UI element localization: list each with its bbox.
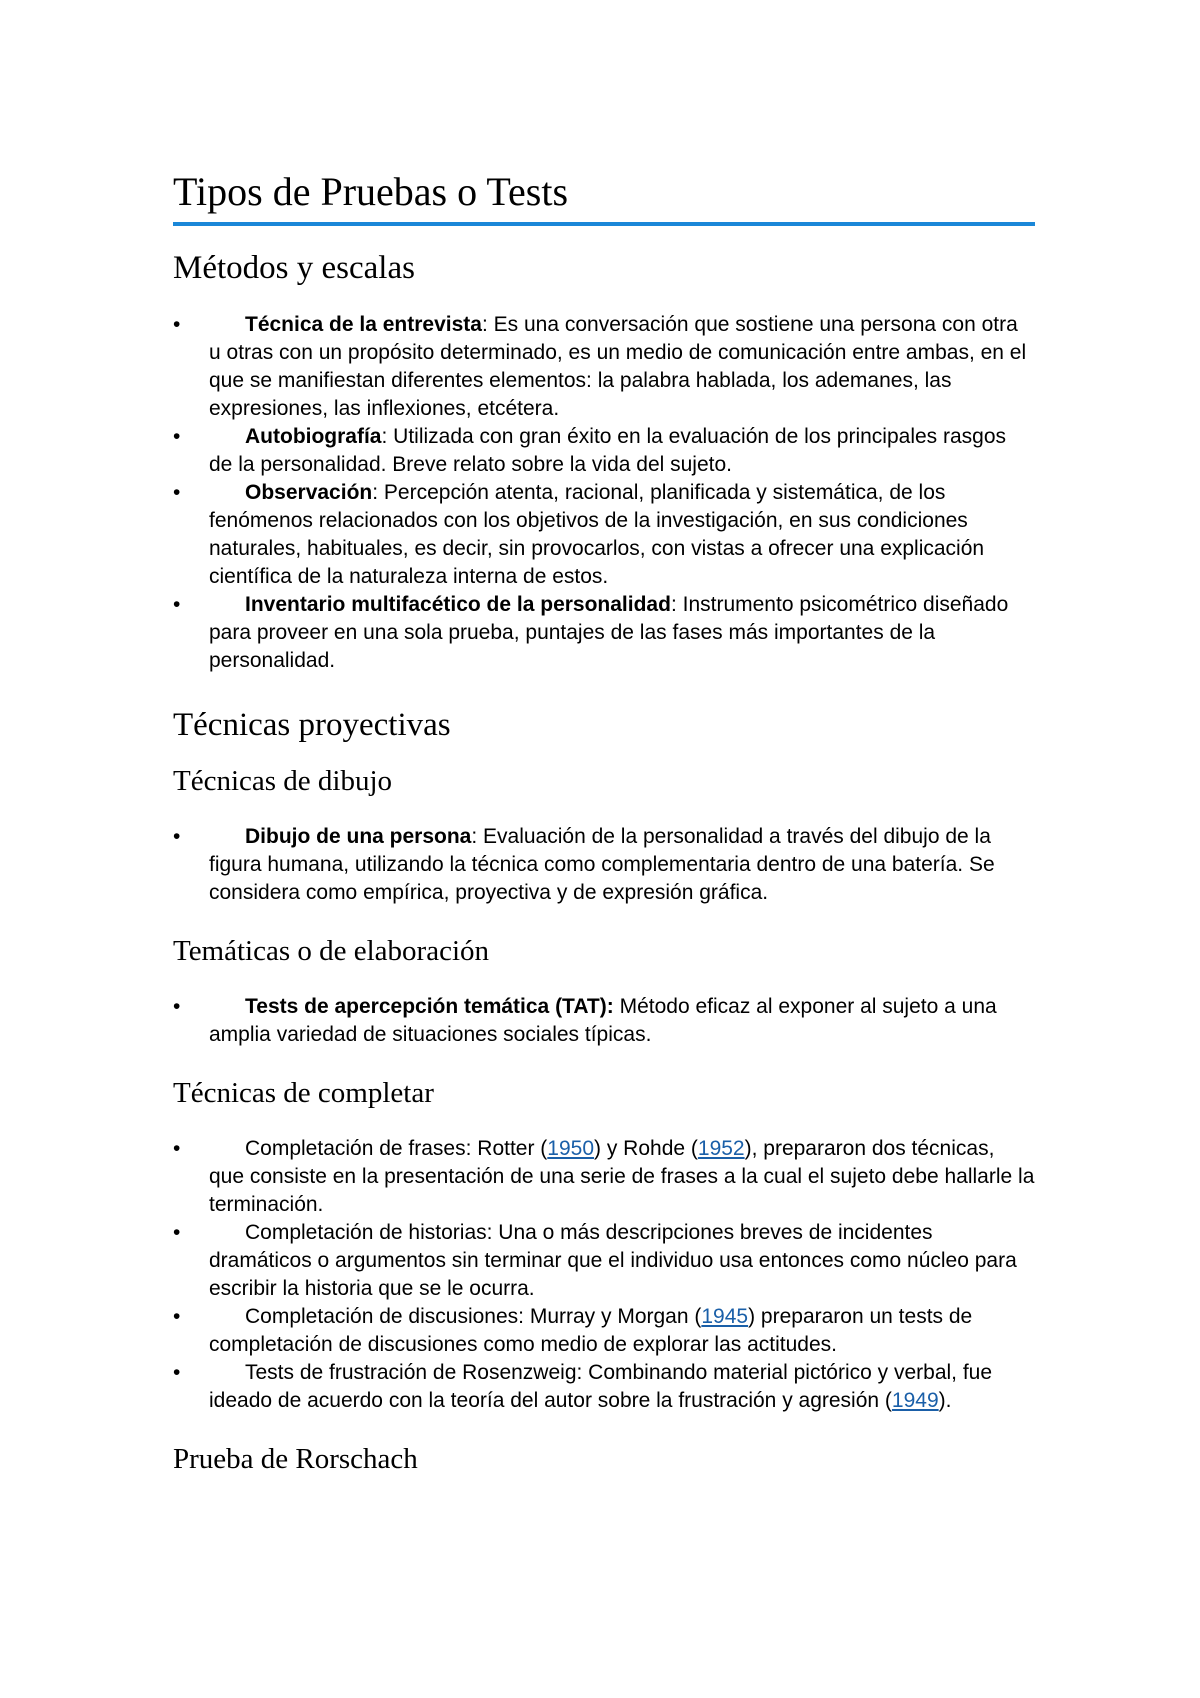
list-item-text: : Instrumento psicométrico diseñado para proveer en una sola prueba, puntajes de las fases más importantes de la personalidad. <box>209 593 1009 672</box>
bullet: • <box>173 1305 181 1328</box>
list-item-text: ) y Rohde ( <box>594 1137 698 1160</box>
list-item-text: ), prepararon dos técnicas, que consiste en la presentación de una serie de frases a la cual el sujeto debe hallarle la terminación. <box>209 1137 1035 1216</box>
list-item-text: : Percepción atenta, racional, planificada y sistemática, de los fenómenos relacionados con los objetivos de la investigación, en sus condiciones naturales, habituales, es decir, sin provocarlos, con vistas a ofrecer una explicación científica de la naturaleza interna de estos. <box>209 481 985 588</box>
list-item-term: Inventario multifacético de la personalidad <box>245 593 671 616</box>
list-item <box>173 311 1035 423</box>
list-item <box>173 1359 1035 1415</box>
list-item-text: : Utilizada con gran éxito en la evaluación de los principales rasgos de la personalidad. Breve relato sobre la vida del sujeto. <box>209 425 1007 476</box>
bullet: • <box>173 425 181 448</box>
list-item-term: Dibujo de una persona <box>245 825 472 848</box>
list-item <box>173 823 1035 907</box>
list-item-text: Método eficaz al exponer al sujeto a una amplia variedad de situaciones sociales típicas. <box>209 995 997 1046</box>
metodos-list <box>173 311 1035 675</box>
document-title: Tipos de Pruebas o Tests <box>173 168 1035 226</box>
list-item-text: ). <box>938 1389 952 1412</box>
bullet: • <box>173 825 181 848</box>
subsection-heading-dibujo: Técnicas de dibujo <box>173 765 393 797</box>
list-item-text: Completación de historias: Una o más descripciones breves de incidentes dramáticos o argumentos sin terminar que el individuo usa entonces como núcleo para escribir la historia que se le ocurra. <box>209 1221 1017 1300</box>
list-item <box>173 423 1035 479</box>
list-item <box>173 1219 1035 1303</box>
section-heading-metodos: Métodos y escalas <box>173 250 415 286</box>
bullet: • <box>173 1221 181 1244</box>
list-item-text: Completación de discusiones: Murray y Morgan ( <box>245 1305 702 1328</box>
document-content <box>173 168 1035 1477</box>
section-heading-proyectivas: Técnicas proyectivas <box>173 707 451 743</box>
list-item-text: Completación de frases: Rotter ( <box>245 1137 548 1160</box>
list-item-term: Autobiografía <box>245 425 382 448</box>
bullet: • <box>173 995 181 1018</box>
list-item <box>173 591 1035 675</box>
list-item <box>173 1303 1035 1359</box>
completar-list <box>173 1135 1035 1415</box>
list-item-text: : Evaluación de la personalidad a través del dibujo de la figura humana, utilizando la técnica como complementaria dentro de una batería. Se considera como empírica, proyectiva y de expresión gráfica. <box>209 825 995 904</box>
list-item <box>173 479 1035 591</box>
citation-link-1952[interactable]: 1952 <box>697 1137 745 1160</box>
tematicas-list <box>173 993 1035 1049</box>
bullet: • <box>173 481 181 504</box>
list-item <box>173 993 1035 1049</box>
list-item-text: ) prepararon un tests de completación de discusiones como medio de explorar las actitudes. <box>209 1305 973 1356</box>
list-item-text: Tests de frustración de Rosenzweig: Combinando material pictórico y verbal, fue ideado de acuerdo con la teoría del autor sobre la frustración y agresión ( <box>209 1361 993 1412</box>
subsection-heading-completar: Técnicas de completar <box>173 1077 434 1109</box>
list-item-term: Técnica de la entrevista <box>245 313 482 336</box>
citation-link-1949[interactable]: 1949 <box>891 1389 939 1412</box>
bullet: • <box>173 1137 181 1160</box>
bullet: • <box>173 1361 181 1384</box>
bullet: • <box>173 593 181 616</box>
subsection-heading-rorschach: Prueba de Rorschach <box>173 1443 418 1475</box>
citation-link-1950[interactable]: 1950 <box>547 1137 595 1160</box>
citation-link-1945[interactable]: 1945 <box>701 1305 749 1328</box>
list-item-text: : Es una conversación que sostiene una persona con otra u otras con un propósito determinado, es un medio de comunicación entre ambas, en el que se manifiestan diferentes elementos: la palabra hablada, los ademanes, las expresiones, las inflexiones, etcétera. <box>209 313 1027 420</box>
list-item-term: Tests de apercepción temática (TAT): <box>245 995 614 1018</box>
list-item-term: Observación <box>245 481 373 504</box>
list-item <box>173 1135 1035 1219</box>
bullet: • <box>173 313 181 336</box>
dibujo-list <box>173 823 1035 907</box>
subsection-heading-tematicas: Temáticas o de elaboración <box>173 935 490 967</box>
